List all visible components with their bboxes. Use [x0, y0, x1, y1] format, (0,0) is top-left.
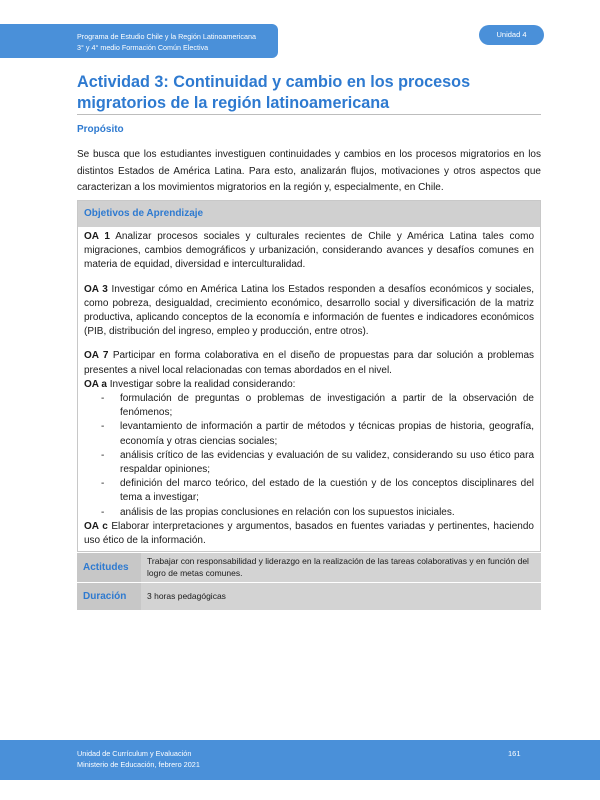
oa1-paragraph [84, 230, 534, 273]
oaa-text: Investigar sobre la realidad considerando: [109, 378, 296, 390]
oa1-code: OA 1 [84, 231, 110, 242]
attitudes-text: Trabajar con responsabilidad y liderazgo en la realización de las tareas colaborativas y en función del logro de metas comunes. [147, 556, 529, 578]
oac-text: Elaborar interpretaciones y argumentos, basados en fuentes variadas y pertinentes, haciendo uso ético de la información. [84, 520, 534, 547]
program-level: 3° y 4° medio Formación Común Electiva [77, 43, 209, 52]
footer-unit: Unidad de Currículum y Evaluación [77, 749, 192, 758]
purpose-text: Se busca que los estudiantes investiguen continuidades y cambios en los procesos migratorios en los distintos Estados de América Latina. Para esto, analizarán flujos, motivaciones y otros aspectos que caracterizan a los movimientos migratorios en la región y, especialmente, en Chile. [77, 149, 541, 193]
oa7-paragraph [84, 349, 534, 377]
list-item: - formulación de preguntas o problemas de investigación a partir de la observación de fenómenos; [101, 393, 534, 419]
unit-badge: Unidad 4 [479, 25, 544, 45]
attitudes-row [77, 552, 541, 582]
footer-ministry: Ministerio de Educación, febrero 2021 [77, 760, 200, 769]
oa1-text: Analizar procesos sociales y culturales recientes de Chile y América Latina tales como migraciones, cambios demográficos y urbanización, considerando avances y desafíos comunes en materia de equidad, diversidad e interculturalidad. [84, 231, 535, 271]
activity-title: Actividad 3: Continuidad y cambio en los procesos migratorios de la región latinoamericana [77, 73, 471, 112]
oa3-code: OA 3 [84, 283, 108, 295]
oaa-paragraph [84, 378, 534, 392]
title-divider [77, 114, 541, 115]
duration-row [77, 582, 541, 610]
oa7-text: Participar en forma colaborativa en el diseño de propuestas para dar solución a problemas presentes a nivel local relacionadas con temas abordados en el nivel. [84, 350, 535, 376]
objectives-table [77, 200, 541, 552]
duration-text: 3 horas pedagógicas [147, 590, 226, 601]
oaa-code: OA a [84, 378, 107, 390]
page-footer [0, 740, 600, 780]
objectives-body [84, 230, 534, 548]
oa3-paragraph [84, 283, 534, 340]
objectives-heading: Objetivos de Aprendizaje [78, 201, 540, 227]
oac-code: OA c [84, 520, 108, 532]
list-item: - levantamiento de información a partir de métodos y técnicas propias de historia, geografía, economía y otras ciencias sociales; [101, 421, 534, 447]
oa7-code: OA 7 [84, 350, 109, 362]
list-item: - definición del marco teórico, del estado de la cuestión y de los conceptos disciplinares del tema a investigar; [101, 478, 534, 504]
purpose-heading: Propósito [77, 124, 124, 135]
duration-label: Duración [77, 583, 141, 610]
program-banner [0, 24, 278, 58]
program-title: Programa de Estudio Chile y la Región Latinoamericana [77, 32, 256, 41]
page-number: 161 [508, 749, 521, 758]
list-item: - análisis de las propias conclusiones en relación con los supuestos iniciales. [101, 506, 455, 518]
oa3-text: Investigar cómo en América Latina los Estados responden a desafíos económicos y sociales, como pobreza, desigualdad, crecimiento económico, desarrollo social y diversificación de la matriz productiva, aplicando conceptos de la economía e información de fuentes e indicadores económicos (PIB, distribución del ingreso, empleo y producción, entre otros). [84, 283, 534, 338]
oaa-list [84, 392, 534, 520]
oac-paragraph [84, 520, 534, 548]
attitudes-label: Actitudes [77, 553, 141, 582]
list-item: - análisis crítico de las evidencias y evaluación de su validez, considerando su uso ético para respaldar opiniones; [101, 449, 534, 476]
